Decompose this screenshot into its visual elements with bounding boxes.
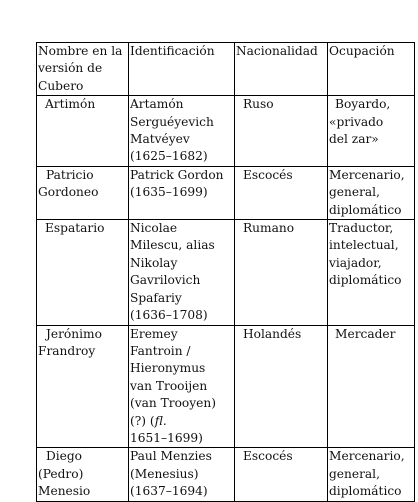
cell-nombre (37, 220, 129, 325)
cell-line (130, 413, 234, 430)
cell-line: Mercenario, (329, 449, 405, 464)
cell-line: Spafariy (130, 290, 182, 305)
cell-nacionalidad: Ruso (235, 96, 328, 167)
cell-line: Patrick Gordon (130, 167, 224, 182)
cell-line: Patricio (46, 167, 94, 182)
cell-line: Mercenario, (329, 167, 405, 182)
header-ocupacion: Ocupación (328, 43, 415, 96)
cell-line: viajador, (329, 255, 382, 270)
cell-nombre (37, 166, 129, 219)
cell-ocupacion (328, 448, 415, 501)
cell-line: Paul Menzies (130, 449, 212, 464)
cell-line: van Trooijen (130, 378, 208, 393)
table-row (37, 166, 415, 219)
cell-line: Gavrilovich (130, 273, 201, 288)
people-table (36, 42, 415, 502)
cell-line: 1651–1699) (130, 430, 203, 445)
cell-ocupacion (328, 96, 415, 167)
cell-line: Frandroy (38, 343, 96, 358)
cell-line: (1635–1699) (130, 185, 208, 200)
cell-line: Hieronymus (130, 361, 206, 376)
cell-identificacion (129, 448, 235, 501)
cell-line: (1625–1682) (130, 149, 208, 164)
cell-ocupacion (328, 220, 415, 325)
cell-line: Fantroin / (130, 343, 191, 358)
cell-line: diplomático (329, 484, 402, 499)
table-row (37, 325, 415, 448)
table-row (37, 448, 415, 501)
cell-line: Gordoneo (38, 185, 99, 200)
cell-line: (van Trooyen) (130, 396, 216, 411)
cell-line: Serguéyevich (130, 114, 214, 129)
cell-line: «privado (329, 114, 384, 129)
cell-nacionalidad: Escocés (235, 448, 328, 501)
cell-line: (1636–1708) (130, 308, 208, 323)
cell-line: (Menesius) (130, 466, 199, 481)
cell-line: Artimón (45, 97, 96, 112)
cell-line: Eremey (130, 326, 178, 341)
cell-line: Milescu, alias (130, 238, 215, 253)
cell-identificacion (129, 220, 235, 325)
cell-nacionalidad: Rumano (235, 220, 328, 325)
cell-nombre (37, 96, 129, 167)
cell-line: Menesio (38, 484, 91, 499)
cell-ocupacion (328, 325, 415, 448)
cell-line: Traductor, (329, 221, 394, 236)
cell-nombre (37, 448, 129, 501)
cell-line: general, (329, 466, 380, 481)
cell-nombre (37, 325, 129, 448)
cell-line: Matvéyev (130, 132, 190, 147)
cell-ocupacion (328, 166, 415, 219)
cell-line: Diego (46, 449, 83, 464)
cell-line: diplomático (329, 273, 402, 288)
cell-nacionalidad: Holandés (235, 325, 328, 448)
cell-line: Artamón (130, 97, 184, 112)
table-row (37, 96, 415, 167)
floruit-abbrev: fl. (154, 413, 167, 428)
cell-identificacion (129, 166, 235, 219)
cell-identificacion (129, 325, 235, 448)
header-identificacion: Identificación (129, 43, 235, 96)
cell-text: (?) ( (130, 413, 155, 428)
table-header-row (37, 43, 415, 96)
cell-line: (Pedro) (38, 466, 84, 481)
cell-line: del zar» (329, 132, 379, 147)
cell-line: Boyardo, (335, 97, 391, 112)
table-row (37, 220, 415, 325)
cell-nacionalidad: Escocés (235, 166, 328, 219)
cell-line: diplomático (329, 202, 402, 217)
cell-line: Mercader (335, 326, 396, 341)
cell-line: (1637–1694) (130, 484, 208, 499)
cell-line: Espatario (45, 221, 105, 236)
cell-line: Nikolay (130, 255, 178, 270)
cell-line: Jerónimo (46, 326, 102, 341)
cell-line: Nicolae (130, 221, 178, 236)
header-nombre: Nombre en la versión de Cubero (37, 43, 129, 96)
cell-line: general, (329, 185, 380, 200)
cell-identificacion (129, 96, 235, 167)
cell-line: intelectual, (329, 238, 399, 253)
header-nacionalidad: Nacionalidad (235, 43, 328, 96)
